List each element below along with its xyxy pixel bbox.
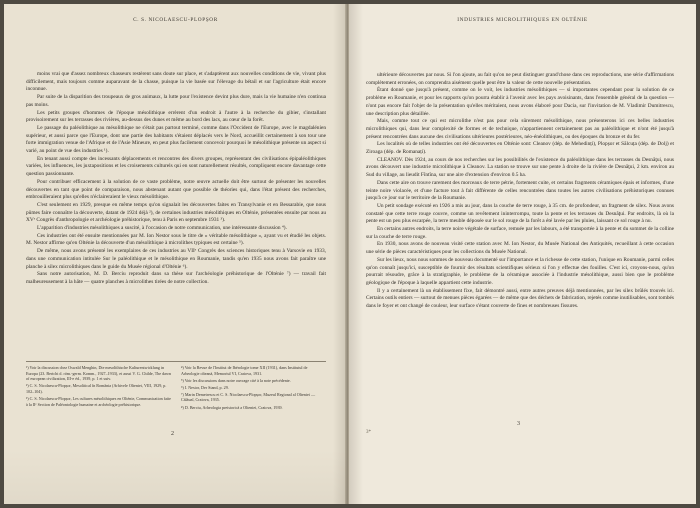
left-page-number: 2 [171, 431, 174, 437]
footnote: ⁸) D. Berciu, Arheologia preistorică a Olteniei, Craiova, 1939. [181, 404, 283, 410]
page-shadow [4, 450, 347, 504]
footnote: ⁵) Voir les discussions dans notre ouvrage cité à la note précédente. [181, 377, 291, 383]
paragraph: Pour contribuer efficacement à la solution de ce vaste problème, notre œuvre actuelle doit être surtout de présenter les nouvelles découvertes en tant que point de comparaison, nous abstenant autant que possible de théories qui, dans l'état présent des recherches, embrouilleraient plus qu'elles n'éclaireraient le vieux mésolithique. [26, 178, 326, 201]
footnote: ³) C. S. Nicolaescu-Plopșor, Les cultures mésolithiques en Olténie, Communication faite à la IIᵉ Section de Paléontologie humaine et archéologie préhistorique. [26, 395, 171, 407]
right-page-number: 3 [517, 421, 520, 427]
paragraph: ultérieure découvertes par nous. Si l'on ajoute, au fait qu'on ne peut distinguer grand'chose dans ces reproductions, une série d'affirmations complètement erronées, on comprendra aisément quelle peut être la valeur de cette nouvelle présentation. [366, 72, 674, 86]
footnote: ⁴) Voir la Revue de l'Institut de Ibérologie tome XII (1931), dans Institutul de Arheologie olteană, Memoriul VI, Craiova, 1931. [181, 365, 308, 376]
paragraph: Il y a certainement là un établissement fixe, fait démontré aussi, entre autres preuves déjà mentionnées, par les silex brûlés trouvés ici. Certains outils entiers — surtout de menues pièces égarées — de même que des déchets de fabrication, rejetés comme inutilisables, sont tombés dans le foyer et ont changé de couleur, leur surface s'étant couverte de fines et nombreuses fissures. [366, 287, 674, 310]
footnote: ¹) Voir la discussion chez Oswald Menghin, Die mesolithische Kulturentwicklung in Europa (23. Bericht d. röm.-germ. Komm., 1927–1933), et aussi V. G. Childe, The dawn of european civilization, III-e éd., 1939, p. 1 et suiv. [26, 365, 171, 382]
paragraph: moins vrai que d'assez nombreux chasseurs restèrent sans doute sur place, et s'adaptèrent aux nouvelles conditions de vie, vivant plus difficilement, mais toujours comme auparavant de la chasse, puisque la vie basée sur l'élevage du bétail et sur l'agriculture était encore inconnue. [26, 71, 326, 93]
left-footnotes [26, 361, 326, 412]
footnotes-column-left [26, 365, 171, 412]
paragraph: CLEANOV. Dès 1924, au cours de nos recherches sur les possibilités de l'existence du paléolithique dans les terrasses du Desnăţui, nous avons découvert une industrie microlithique à Cleanov. La station se trouve sur une pente à droite de la rivière de Desnăţui, 2 km. environ au Sud du village, au lieudit Fîntîna, sur une aire d'extension d'environ 0.5 ha. [366, 156, 674, 179]
paragraph: En certains autres endroits, la terre noire végétale de surface, remuée par les labours, a été transportée à la pente et du sommet de la colline sur la couche de terre rouge. [366, 226, 674, 240]
paragraph: Mais, comme tout ce qui est microlithe n'est pas pour cela sûrement mésolithique, nous présenterons ici ces belles industries microlithiques qui, dans leur complexité de formes et de technique, n'appartiennent certainement pas au paléolithique et n'ont été jusqu'à présent rencontrées dans aucune des civilisations ultérieures postérieures, néo-énéolithiques, ou des époques du bronze et du fer. [366, 118, 674, 140]
paragraph: L'apparition d'industries mésolithiques a suscité, à l'occasion de notre communication, une intéressante discussion ⁴). [37, 225, 287, 232]
paragraph: Par suite de la disparition des troupeaux de gros animaux, la lutte pour l'existence devint plus dure, mais la vie humaine n'en continua pas moins. [26, 94, 326, 108]
paragraph: C'est seulement en 1929, presque en même temps qu'on signalait les découvertes faites en Transylvanie et en Bessarabie, que nous pûmes faire connaître la découverte, datant de 1924 déjà ²), de certaines industries mésolithiques en Olténie, présentées ensuite par nous au XVᵉ Congrès d'anthropologie et archéologie préhistorique, tenu à Paris en septembre 1931 ³). [26, 201, 326, 224]
paragraph: Sans notre autorisation, M. D. Berciu reproduit dans sa thèse sur l'archéologie préhistorique de l'Olténie ⁷) — travail fait malheureusement à la hâte — quatre planches à microlithes tirées de notre collection. [26, 271, 326, 285]
right-body-text [366, 72, 674, 311]
paragraph: Dans cette aire on trouve rarement des morceaux de terre pétrie, fortement cuite, et certains fragments céramiques épais et informes, d'une teinte noire violacée, et d'une facture tout à fait différente de celles rencontrées dans toutes les autres civilisations préhistoriques connues jusqu'à ce jour sur le territoire de la Roumanie. [366, 179, 674, 202]
paragraph: Sur les lieux, nous nous sommes de nouveau documenté sur l'importance et la richesse de cette station, l'unique en Roumanie, parmi celles qu'on connaît jusqu'ici, susceptible de fournir des résultats scientifiques sérieux si l'on y effectue des fouilles. C'est ici, croyons-nous, qu'on pourrait résoudre, grâce à la stratigraphie, le problème de la céramique associée à l'industrie mésolithique, aussi bien que le problème géologique de l'époque à laquelle appartient cette industrie. [366, 256, 674, 286]
paragraph: Ces industries ont été ensuite mentionnées par M. Ion Nestor sous le titre de « véritable mésolithique », ayant vu et étudié les objets. M. Nestor affirme qu'en Olténie la découverte d'un mésolithique à microlithes typiques est certaine ⁵). [26, 232, 326, 247]
left-page [4, 4, 347, 504]
right-page [349, 4, 696, 504]
left-running-head: C. S. NICOLAESCU-PLOPȘOR [133, 17, 218, 23]
right-running-head: INDUSTRIES MICROLITHIQUES EN OLTÉNIE [457, 17, 588, 23]
paragraph: Le passage du paléolithique au mésolithique ne s'était pas partout terminé, comme dans l'Occident de l'Europe, avec le magdalénien supérieur, et aussi parce que l'Europe, dont une partie des habitants s'étaient déplacés vers le Nord, accueillit certainement à son tour une forte immigration venue de l'Afrique et de l'Asie Mineure, en peut plus facilement concevoir pourquoi le mésolithique présente un aspect si varié, au point de vue des industries ¹). [26, 124, 326, 155]
paragraph: Étant donné que jusqu'à présent, comme on le voit, les industries mésolithiques — si importantes cependant pour la solution de ce problème en Roumanie, et pour les rapports qu'on pourra établir à l'avenir avec les pays avoisinants, dans l'ensemble général de la question — n'ont pas encore fait l'objet de la présentation qu'elles méritaient, nous avons élaboré pour Dacia, sur l'invitation de M. Vladimir Dumitrescu, une description plus détaillée. [366, 87, 674, 117]
left-body-text [26, 71, 326, 287]
footnote: ⁶) I. Nestor, Der Stand, p. 29. [181, 384, 229, 390]
paragraph: De même, nous avons présenté les exemplaires de ces industries au VIIᵉ Congrès des sciences historiques tenu à Varsovie en 1933, dans une communication intitulée Sur le paléolithique et le mésolithique en Roumanie, tandis qu'en 1935 nous avons fait paraître une planche à silex microlithiques dans le guide du Musée régional d'Olténie ⁶). [26, 248, 326, 270]
footnotes-column-right [181, 365, 326, 412]
paragraph: Les localités où de telles industries ont été découvertes en Olténie sont: Cleanov (dép. de Mehedinți), Plopșor et Sălcuța (dép. de Dolj) et Ziroaga (dép. de Romanați). [366, 141, 674, 156]
footnote: ⁷) Marin Demetrescu et C. S. Nicolaescu-Plopșor, Muzeul Regional al Olteniei — Călăuzĭ, Craiova, 1935. [181, 391, 316, 403]
paragraph: Les petits groupes d'hommes de l'époque mésolithique errèrent d'un endroit à l'autre à la recherche du gibier, s'installant provisoirement sur les terrasses des rivières, au-dessus des dunes et même au bord des lacs, au cœur de la forêt. [26, 109, 326, 124]
signature-mark: 3* [366, 430, 371, 435]
paragraph: Un petit sondage exécuté en 1926 a mis au jour, dans la couche de terre rouge, à 35 cm. de profondeur, un fragment de silex. Nous avons constaté que cette terre rouge couvre, comme un revêtement ininterrompu, toute la pente et les terrasses du Desnăţui. Par endroits, là où la pente est un peu plus escarpée, la terre meuble déposée sur le sol rouge de la forêt a été lavée par les pluies, laissant ce sol rouge à nu. [366, 202, 674, 225]
paragraph: En 1930, nous avons de nouveau visité cette station avec M. Ion Nestor, du Musée National des Antiquités, recueillant à cette occasion une série de pièces caractéristiques pour les collections du Musée National. [366, 241, 674, 256]
paragraph: En tenant aussi compte des incessants déplacements et rencontres des divers groupes, représentant des civilisations épipaléolithiques variées, les influences, les juxtapositions et les croisements culturels qui en sont naturellement résultés, compliquent encore davantage cette question passionnante. [26, 155, 326, 178]
footnote: ²) C. S. Nicolaescu-Plopșor, Mesolitical în România (Arhivele Olteniei, VIII, 1929, p. 102–104). [26, 383, 167, 394]
